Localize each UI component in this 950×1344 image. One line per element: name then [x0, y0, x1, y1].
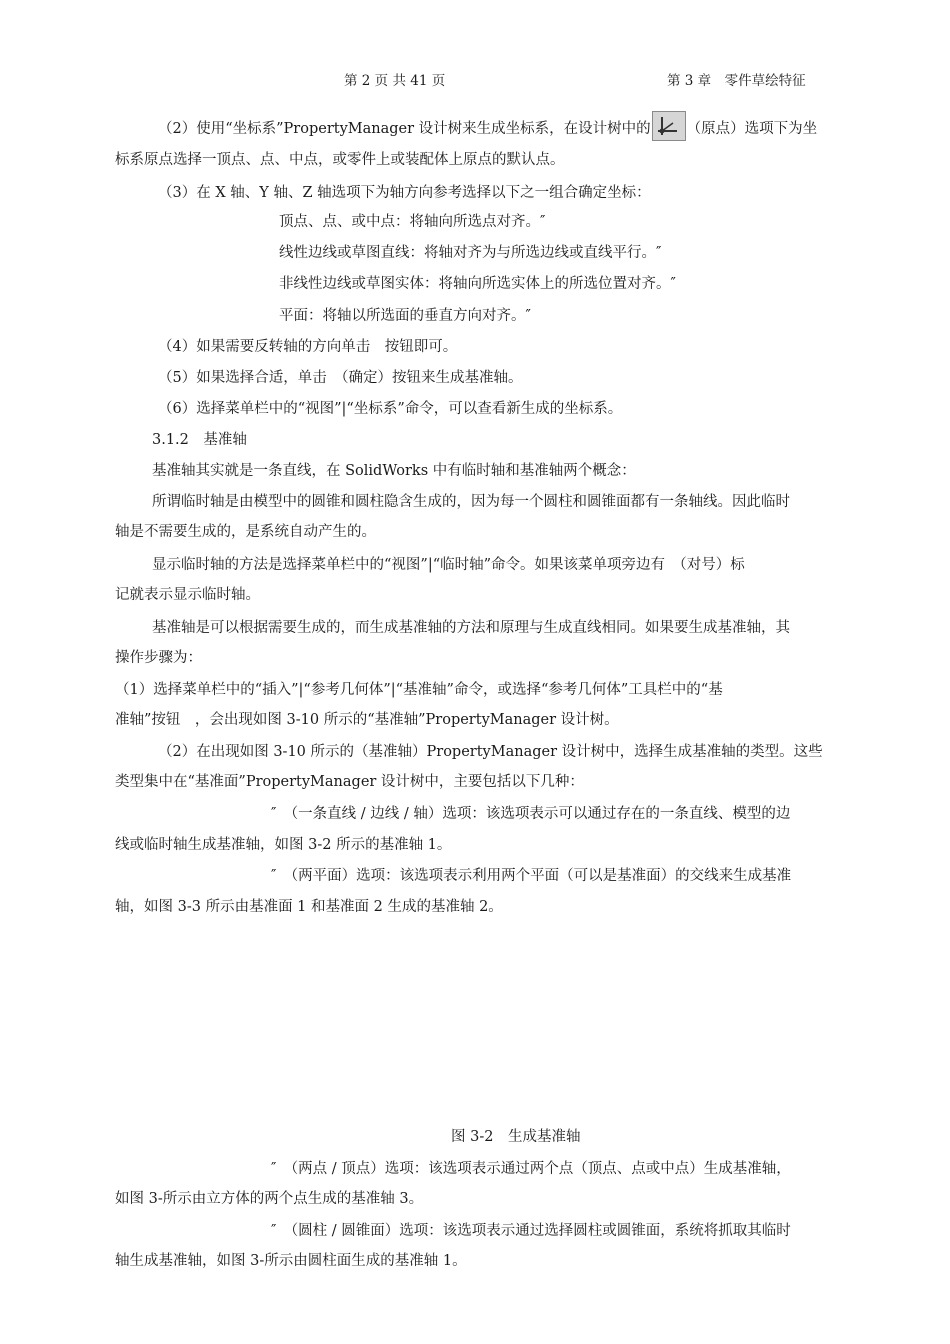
- paragraph-temp-axis-cont: 轴是不需要生成的，是系统自动产生的。: [115, 524, 376, 540]
- origin-icon: [652, 111, 686, 141]
- step-6: （6）选择菜单栏中的“视图”|“坐标系”命令，可以查看新生成的坐标系。: [158, 401, 623, 417]
- type-two-planes-cont: 轴，如图 3-3 所示由基准面 1 和基准面 2 生成的基准轴 2。: [115, 899, 503, 915]
- paragraph-show-axis-cont: 记就表示显示临时轴。: [115, 587, 260, 603]
- paragraph-show-axis: 显示临时轴的方法是选择菜单栏中的“视图”|“临时轴”命令。如果该菜单项旁边有 （对号）标: [152, 557, 745, 573]
- type-cylinder: ″ （圆柱 / 圆锥面）选项：该选项表示通过选择圆柱或圆锥面，系统将抓取其临时: [271, 1223, 791, 1239]
- paragraph-ref-axis-cont: 操作步骤为：: [115, 650, 202, 666]
- step-2-cont: 标系原点选择一顶点、点、中点，或零件上或装配体上原点的默认点。: [115, 152, 565, 168]
- step-2-text-end: （原点）选项下为坐: [686, 121, 818, 137]
- step-2-text: （2）使用“坐标系”PropertyManager 设计树来生成坐标系，在设计树中的: [158, 121, 651, 137]
- step-5: （5）如果选择合适，单击 （确定）按钮来生成基准轴。: [158, 370, 523, 386]
- type-two-points-cont: 如图 3-所示由立方体的两个点生成的基准轴 3。: [115, 1191, 424, 1207]
- option-vertex: 顶点、点、或中点：将轴向所选点对齐。″: [279, 214, 546, 230]
- paragraph-temp-axis: 所谓临时轴是由模型中的圆锥和圆柱隐含生成的，因为每一个圆柱和圆锥面都有一条轴线。因此临时: [152, 494, 790, 510]
- option-linear-edge: 线性边线或草图直线：将轴对齐为与所选边线或直线平行。″: [279, 245, 662, 261]
- page-number: 第 2 页 共 41 页: [344, 73, 446, 89]
- type-two-planes: ″ （两平面）选项：该选项表示利用两个平面（可以是基准面）的交线来生成基准: [271, 868, 792, 884]
- paragraph-step-1-cont: 准轴”按钮 ，会出现如图 3-10 所示的“基准轴”PropertyManager 设计树。: [115, 712, 619, 728]
- step-3: （3）在 X 轴、Y 轴、Z 轴选项下为轴方向参考选择以下之一组合确定坐标：: [158, 185, 651, 201]
- paragraph-ref-axis: 基准轴是可以根据需要生成的，而生成基准轴的方法和原理与生成直线相同。如果要生成基准轴，其: [152, 620, 790, 636]
- step-2-line: [158, 111, 817, 141]
- option-nonlinear-edge: 非线性边线或草图实体：将轴向所选实体上的所选位置对齐。″: [279, 276, 676, 292]
- type-two-points: ″ （两点 / 顶点）选项：该选项表示通过两个点（顶点、点或中点）生成基准轴，: [271, 1161, 791, 1177]
- option-plane: 平面：将轴以所选面的垂直方向对齐。″: [279, 308, 531, 324]
- figure-caption: 图 3-2 生成基准轴: [451, 1129, 581, 1145]
- paragraph-step-2-cont: 类型集中在“基准面”PropertyManager 设计树中，主要包括以下几种：: [115, 774, 584, 790]
- type-line-edge-cont: 线或临时轴生成基准轴，如图 3-2 所示的基准轴 1。: [115, 837, 452, 853]
- paragraph-step-1: （1）选择菜单栏中的“插入”|“参考几何体”|“基准轴”命令，或选择“参考几何体”工具栏中的“基: [115, 682, 723, 698]
- paragraph-step-2: （2）在出现如图 3-10 所示的（基准轴）PropertyManager 设计树中，选择生成基准轴的类型。这些: [158, 744, 823, 760]
- section-heading: 3.1.2 基准轴: [152, 432, 247, 448]
- step-4: （4）如果需要反转轴的方向单击 按钮即可。: [158, 339, 458, 355]
- chapter-title: 第 3 章 零件草绘特征: [667, 73, 806, 89]
- paragraph-intro: 基准轴其实就是一条直线，在 SolidWorks 中有临时轴和基准轴两个概念：: [152, 463, 636, 479]
- type-line-edge: ″ （一条直线 / 边线 / 轴）选项：该选项表示可以通过存在的一条直线、模型的边: [271, 806, 791, 822]
- type-cylinder-cont: 轴生成基准轴，如图 3-所示由圆柱面生成的基准轴 1。: [115, 1253, 467, 1269]
